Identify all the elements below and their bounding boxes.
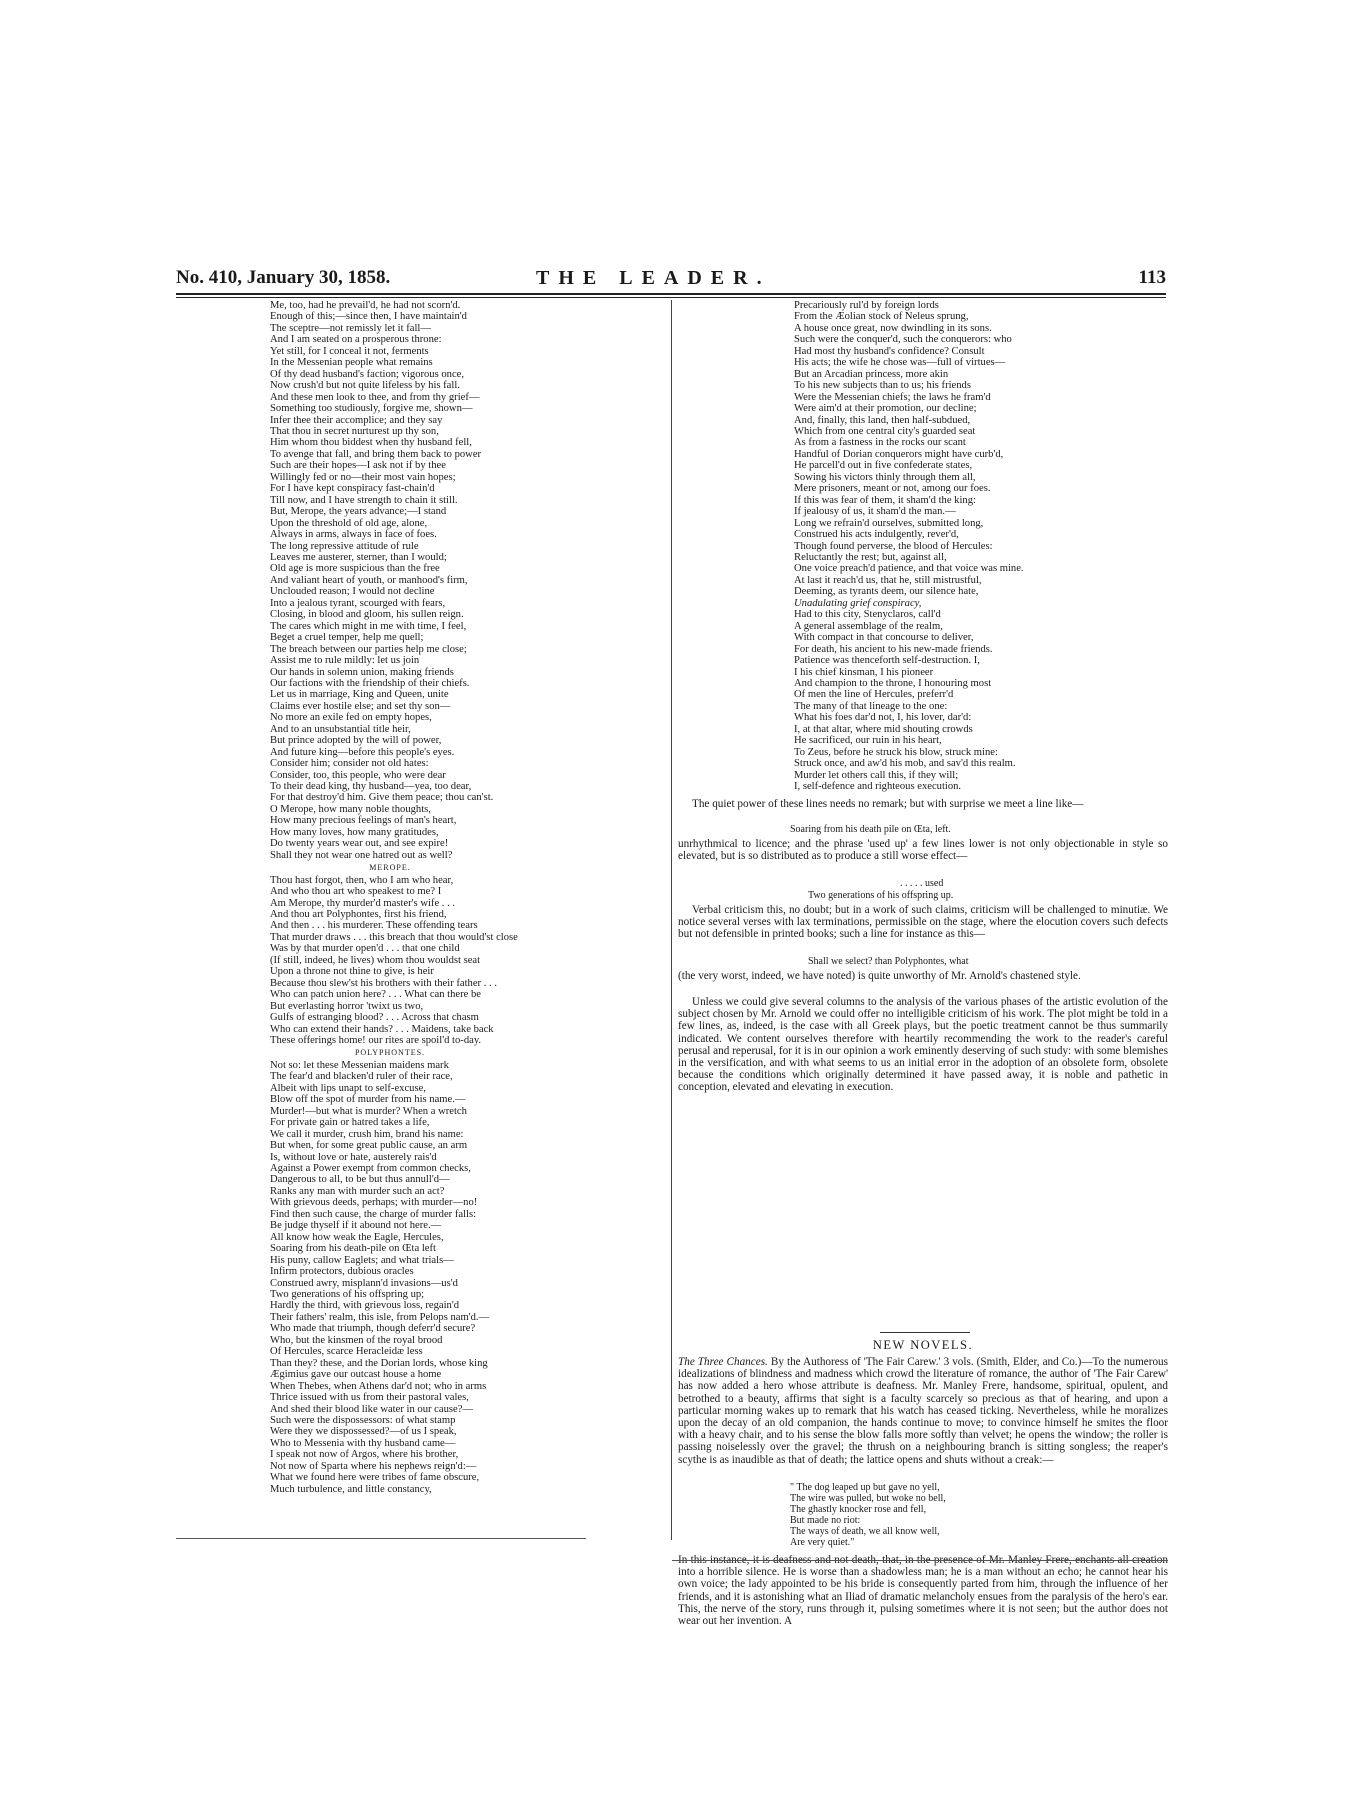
verse-line: In the Messenian people what remains bbox=[270, 357, 433, 369]
verse-line: How many precious feelings of man's heart, bbox=[270, 815, 457, 827]
speaker-merope: MEROPE. bbox=[369, 863, 411, 873]
verse-line: For death, his ancient to his new-made friends. bbox=[794, 643, 993, 655]
verse-line: O Merope, how many noble thoughts, bbox=[270, 803, 431, 815]
verse-line: Of Hercules, scarce Heracleidæ less bbox=[270, 1346, 423, 1358]
right-column-verse bbox=[794, 300, 1174, 792]
column-divider bbox=[671, 300, 672, 1540]
verse-line: Such were the dispossessors: of what stamp bbox=[270, 1414, 456, 1426]
quote-1: Soaring from his death pile on Œta, left. bbox=[790, 824, 951, 835]
verse-line: Upon a throne not thine to give, is heir bbox=[270, 966, 434, 978]
page-number: 113 bbox=[1138, 267, 1166, 288]
review-paragraph-3: Unless we could give several columns to the analysis of the various phases of the artistic evolution of the subject chosen by Mr. Arnold we could offer no intelligible criticism of his work. The plot might be told in a few lines, as, indeed, is the case with all Greek plays, but the poetic treatment cannot be thus summarily indicated. We content ourselves therefore with heartily recommending the work to the reader's careful perusal and reperusal, for it is in our opinion a work eminently deserving of such study: with some blemishes in the versification, and with what seems to us an initial error in the adoption of an obsolete form, obsolete because the conditions which originally determined it have passed away, it is noble and pathetic in conception, elevated and elevating in execution. bbox=[678, 996, 1168, 1094]
verse-line: Infirm protectors, dubious oracles bbox=[270, 1266, 414, 1278]
verse-line: Are very quiet." bbox=[790, 1537, 855, 1548]
verse-line: To his new subjects than to us; his friends bbox=[794, 380, 971, 392]
verse-line: The breach between our parties help me close; bbox=[270, 643, 467, 655]
verse-line: Murder let others call this, if they will; bbox=[794, 769, 959, 781]
verse-line: Unclouded reason; I would not decline bbox=[270, 586, 435, 598]
verse-block-b bbox=[270, 875, 665, 1047]
verse-line: Which from one central city's guarded seat bbox=[794, 425, 976, 437]
verse-line: When Thebes, when Athens dar'd not; who in arms bbox=[270, 1380, 487, 1392]
verse-line: Unadulating grief conspiracy, bbox=[794, 597, 922, 609]
verse-line: Consider him; consider not old hates: bbox=[270, 758, 429, 770]
section-rule bbox=[880, 1332, 970, 1333]
verse-line: The fear'd and blacken'd ruler of their race, bbox=[270, 1071, 453, 1083]
verse-line: Who can patch union here? . . . What can there be bbox=[270, 989, 481, 1001]
verse-line: Beget a cruel temper, help me quell; bbox=[270, 632, 424, 644]
verse-line: Construed his acts indulgently, rever'd, bbox=[794, 529, 959, 541]
verse-line: I, at that altar, where mid shouting crowds bbox=[794, 723, 973, 735]
verse-line: And champion to the throne, I honouring most bbox=[794, 677, 992, 689]
review-paragraph-2b: (the very worst, indeed, we have noted) is quite unworthy of Mr. Arnold's chastened style. bbox=[678, 970, 1081, 982]
verse-line: The many of that lineage to the one: bbox=[794, 700, 948, 712]
verse-line: Construed awry, misplann'd invasions—us'd bbox=[270, 1277, 458, 1289]
verse-line: Yet still, for I conceal it not, ferments bbox=[270, 345, 429, 357]
verse-line: These offerings home! our rites are spoil'd to-day. bbox=[270, 1035, 482, 1046]
verse-line: From the Æolian stock of Neleus sprung, bbox=[794, 311, 969, 323]
verse-line: Leaves me austerer, sterner, than I would; bbox=[270, 551, 447, 563]
verse-line: Their fathers' realm, this isle, from Pelops nam'd.— bbox=[270, 1311, 490, 1323]
verse-line: With compact in that concourse to deliver, bbox=[794, 632, 974, 644]
verse-line: Till now, and I have strength to chain it still. bbox=[270, 494, 458, 506]
verse-line: Though found perverse, the blood of Hercules: bbox=[794, 540, 993, 552]
verse-line: And future king—before this people's eyes. bbox=[270, 746, 455, 758]
verse-line: Find then such cause, the charge of murder falls: bbox=[270, 1208, 477, 1220]
verse-line: (If still, indeed, he lives) whom thou wouldst seat bbox=[270, 954, 481, 966]
verse-line: Shall they not wear one hatred out as well? bbox=[270, 849, 453, 861]
verse-line: Our hands in solemn union, making friends bbox=[270, 666, 454, 678]
verse-line: Hardly the third, with grievous loss, regain'd bbox=[270, 1300, 460, 1312]
verse-line: Something too studiously, forgive me, shown— bbox=[270, 403, 473, 415]
verse-line: " The dog leaped up but gave no yell, bbox=[790, 1482, 940, 1493]
novel-review-paragraph-1: The Three Chances. By the Authoress of 'The Fair Carew.' 3 vols. (Smith, Elder, and Co.)—To the numerous idealizations of blindness and madness which crowd the literature of romance, the author of 'The Fair Carew' has now added a hero whose attribute is deafness. Mr. Manley Frere, handsome, spiritual, opulent, and betrothed to a beauty, affirms that sight is a faculty scarcely so precious as that of hearing, and upon a particular morning wakes up to remark that his watch has ceased ticking. Nevertheless, while he moralizes upon the decay of an old companion, the hands continue to move; to convince himself he smites the floor with a heavy chair, and to his sense the blow falls more softly than velvet; he opens the window; the roller is passing noiselessly over the gravel; the thrush on a neighbouring branch is sitting songless; the reaper's scythe is as inaudible as that of death; the lattice opens and shuts without a creak:— bbox=[678, 1356, 1169, 1466]
verse-line: A general assemblage of the realm, bbox=[794, 620, 943, 632]
verse-line: Of men the line of Hercules, preferr'd bbox=[794, 689, 954, 701]
verse-line: Such are their hopes—I ask not if by thee bbox=[270, 460, 446, 472]
verse-line: Albeit with lips unapt to self-excuse, bbox=[270, 1082, 426, 1094]
verse-line: For private gain or hatred takes a life, bbox=[270, 1117, 430, 1129]
verse-line: But prince adopted by the will of power, bbox=[270, 735, 442, 747]
verse-line: Deeming, as tyrants deem, our silence hate, bbox=[794, 586, 979, 598]
verse-line: Who to Messenia with thy husband came— bbox=[270, 1437, 456, 1449]
verse-line: For I have kept conspiracy fast-chain'd bbox=[270, 483, 435, 495]
verse-line: And these men look to thee, and from thy grief— bbox=[270, 391, 480, 403]
verse-line: I, self-defence and righteous execution. bbox=[794, 781, 962, 793]
verse-line: One voice preach'd patience, and that voice was mine. bbox=[794, 563, 1024, 575]
novel-title: The Three Chances. bbox=[678, 1356, 768, 1368]
verse-line: As from a fastness in the rocks our scant bbox=[794, 437, 966, 449]
verse-line: To avenge that fall, and bring them back to power bbox=[270, 448, 482, 460]
verse-line: I speak not now of Argos, where his brother, bbox=[270, 1449, 459, 1461]
verse-line: Blow off the spot of murder from his name.— bbox=[270, 1094, 466, 1106]
verse-line: Not now of Sparta where his nephews reign'd:— bbox=[270, 1460, 477, 1472]
verse-line: Is, without love or hate, austerely rais'd bbox=[270, 1151, 437, 1163]
verse-line: With grievous deeds, perhaps; with murder—no! bbox=[270, 1197, 478, 1209]
strike-line-right bbox=[672, 1560, 1168, 1561]
verse-line: The wire was pulled, but woke no bell, bbox=[790, 1493, 946, 1504]
review-paragraph-1b: unrhythmical to licence; and the phrase 'used up' a few lines lower is not only objectionable in style so elevated, but is so distributed as to produce a still worse effect— bbox=[678, 838, 1168, 863]
verse-line: Let us in marriage, King and Queen, unite bbox=[270, 689, 449, 701]
verse-line: Two generations of his offspring up; bbox=[270, 1288, 425, 1300]
verse-line: At last it reach'd us, that he, still mistrustful, bbox=[794, 574, 982, 586]
section-heading: NEW NOVELS. bbox=[872, 1338, 974, 1352]
verse-line: Because thou slew'st his brothers with their father . . . bbox=[270, 977, 497, 989]
verse-line: For that destroy'd him. Give them peace; thou can'st. bbox=[270, 792, 494, 804]
verse-line: Were they we dispossessed?—of us I speak, bbox=[270, 1426, 457, 1438]
verse-block-right bbox=[794, 300, 1174, 792]
verse-line: And to an unsubstantial title heir, bbox=[270, 723, 411, 735]
masthead bbox=[176, 267, 1166, 293]
verse-line: Ægimius gave our outcast house a home bbox=[270, 1369, 442, 1381]
masthead-rule bbox=[176, 293, 1166, 295]
verse-line: Who can extend their hands? . . . Maidens, take back bbox=[270, 1023, 494, 1035]
verse-line: Now crush'd but not quite lifeless by his fall. bbox=[270, 380, 460, 392]
verse-line: If this was fear of them, it sham'd the king: bbox=[794, 494, 976, 506]
verse-line: The sceptre—not remissly let it fall— bbox=[270, 322, 431, 334]
verse-line: Consider, too, this people, who were dear bbox=[270, 769, 446, 781]
verse-line: Much turbulence, and little constancy, bbox=[270, 1483, 432, 1495]
verse-line: I his chief kinsman, I his pioneer bbox=[794, 666, 934, 678]
verse-line: Of thy dead husband's faction; vigorous once, bbox=[270, 368, 465, 380]
verse-line: Claims ever hostile else; and set thy son— bbox=[270, 700, 451, 712]
verse-line: Handful of Dorian conquerors might have curb'd, bbox=[794, 448, 1004, 460]
verse-line: Had most thy husband's confidence? Consult bbox=[794, 345, 985, 357]
verse-line: And, finally, this land, then half-subdued, bbox=[794, 414, 971, 426]
verse-line: Had to this city, Stenyclaros, call'd bbox=[794, 609, 941, 621]
verse-block-a bbox=[270, 300, 665, 861]
review-paragraph-1a: The quiet power of these lines needs no remark; but with surprise we meet a line like— bbox=[692, 798, 1084, 810]
verse-line: Our factions with the friendship of their chiefs. bbox=[270, 677, 470, 689]
verse-line: Enough of this;—since then, I have maintain'd bbox=[270, 311, 467, 323]
verse-line: No more an exile fed on empty hopes, bbox=[270, 712, 432, 724]
verse-line: Old age is more suspicious than the free bbox=[270, 563, 440, 575]
verse-line: But, Merope, the years advance;—I stand bbox=[270, 506, 447, 518]
masthead-rule-thin bbox=[176, 297, 1166, 298]
quote-2a: . . . . . used bbox=[900, 878, 944, 889]
verse-line: Ranks any man with murder such an act? bbox=[270, 1185, 445, 1197]
verse-line: To Zeus, before he struck his blow, struck mine: bbox=[794, 746, 998, 758]
verse-line: And then . . . his murderer. These offending tears bbox=[270, 920, 478, 932]
verse-line: Mere prisoners, meant or not, among our foes. bbox=[794, 483, 991, 495]
speaker-polyphontes: POLYPHONTES. bbox=[354, 1048, 426, 1058]
verse-line: Murder!—but what is murder? When a wretch bbox=[270, 1105, 467, 1117]
verse-line: Dangerous to all, to be but thus annull'd— bbox=[270, 1174, 450, 1186]
verse-line: Always in arms, always in face of foes. bbox=[270, 529, 437, 541]
verse-line: Such were the conquer'd, such the conquerors: who bbox=[794, 334, 1012, 346]
verse-line: The cares which might in me with time, I feel, bbox=[270, 620, 467, 632]
verse-line: But everlasting horror 'twixt us two, bbox=[270, 1000, 424, 1012]
verse-line: And who thou art who speakest to me? I bbox=[270, 886, 442, 898]
verse-line: To their dead king, thy husband—yea, too dear, bbox=[270, 781, 472, 793]
verse-line: Against a Power exempt from common checks, bbox=[270, 1162, 471, 1174]
verse-block-c bbox=[270, 1060, 665, 1495]
verse-line: The ghastly knocker rose and fell, bbox=[790, 1504, 927, 1515]
verse-line: He parcell'd out in five confederate states, bbox=[794, 460, 973, 472]
quote-2b: Two generations of his offspring up. bbox=[808, 890, 954, 901]
verse-line: What his foes dar'd not, I, his lover, dar'd: bbox=[794, 712, 972, 724]
verse-line: What we found here were tribes of fame obscure, bbox=[270, 1472, 480, 1484]
verse-line: But an Arcadian princess, more akin bbox=[794, 368, 949, 380]
novel-verse-quote bbox=[790, 1482, 946, 1548]
verse-line: Were the Messenian chiefs; the laws he fram'd bbox=[794, 391, 991, 403]
verse-line: Infer thee their accomplice; and they say bbox=[270, 414, 443, 426]
strike-line-left bbox=[176, 1538, 586, 1539]
issue-date: No. 410, January 30, 1858. bbox=[176, 267, 391, 288]
verse-line: And valiant heart of youth, or manhood's firm, bbox=[270, 574, 468, 586]
verse-line: Assist me to rule mildly: let us join bbox=[270, 655, 420, 667]
verse-line: Closing, in blood and gloom, his sullen reign. bbox=[270, 609, 464, 621]
review-paragraph-2: Verbal criticism this, no doubt; but in a work of such claims, criticism will be challenged to minutiæ. We notice several verses with lax terminations, permissible on the stage, where the elocution covers such defects but not defensible in printed books; such a line for instance as this— bbox=[678, 904, 1168, 941]
verse-line: Who made that triumph, though deferr'd secure? bbox=[270, 1323, 476, 1335]
verse-line: Soaring from his death-pile on Œta left bbox=[270, 1243, 436, 1255]
verse-line: Sowing his victors thinly through them all, bbox=[794, 471, 976, 483]
verse-line: And thou art Polyphontes, first his friend, bbox=[270, 909, 447, 921]
verse-line: Not so: let these Messenian maidens mark bbox=[270, 1059, 449, 1071]
verse-line: But made no riot: bbox=[790, 1515, 861, 1526]
verse-line: The ways of death, we all know well, bbox=[790, 1526, 940, 1537]
verse-line: He sacrificed, our ruin in his heart, bbox=[794, 735, 942, 747]
verse-line: That thou in secret nurturest up thy son, bbox=[270, 425, 439, 437]
verse-line: A house once great, now dwindling in its sons. bbox=[794, 322, 992, 334]
newspaper-title: THE LEADER. bbox=[536, 267, 771, 289]
verse-line: Struck once, and aw'd his mob, and sav'd this realm. bbox=[794, 758, 1016, 770]
verse-line: His acts; the wife he chose was—full of virtues— bbox=[794, 357, 1006, 369]
quote-3: Shall we select? than Polyphontes, what bbox=[808, 956, 969, 967]
verse-line: Precariously rul'd by foreign lords bbox=[794, 300, 939, 311]
verse-line: That murder draws . . . this breach that thou would'st close bbox=[270, 931, 518, 943]
verse-line: Be judge thyself if it abound not here.— bbox=[270, 1220, 442, 1232]
verse-line: Am Merope, thy murder'd master's wife . . . bbox=[270, 897, 456, 909]
verse-line: Who, but the kinsmen of the royal brood bbox=[270, 1334, 443, 1346]
verse-line: Willingly fed or no—their most vain hopes; bbox=[270, 471, 456, 483]
verse-line: How many loves, how many gratitudes, bbox=[270, 826, 439, 838]
verse-line: If jealousy of us, it sham'd the man.— bbox=[794, 506, 956, 518]
novel-review-paragraph-2: In this instance, it is deafness and not death, that, in the presence of Mr. Manley Frere, enchants all creation into a horrible silence. He is worse than a shadowless man; he is a man without an echo; he cannot hear his own voice; the lady appointed to be his bride is consequently parted from him, through the influence of her friends, and it is astonishing what an Iliad of dramatic melancholy ensues from the paralysis of the hero's ear. This, the nerve of the story, runs through it, pulsing sometimes where it is not seen; but the author does not wear out her invention. A bbox=[678, 1554, 1168, 1628]
verse-line: Him whom thou biddest when thy husband fell, bbox=[270, 437, 472, 449]
verse-line: Do twenty years wear out, and see expire! bbox=[270, 838, 449, 850]
verse-line: Were aim'd at their promotion, our decline; bbox=[794, 403, 977, 415]
verse-line: Into a jealous tyrant, scourged with fears, bbox=[270, 597, 446, 609]
verse-line: Reluctantly the rest; but, against all, bbox=[794, 551, 947, 563]
verse-line: Upon the threshold of old age, alone, bbox=[270, 517, 428, 529]
verse-line: Thrice issued with us from their pastoral vales, bbox=[270, 1392, 469, 1404]
verse-line: Thou hast forgot, then, who I am who hear, bbox=[270, 874, 454, 886]
verse-line: Gulfs of estranging blood? . . . Across that chasm bbox=[270, 1012, 479, 1024]
verse-line: But when, for some great public cause, an arm bbox=[270, 1140, 468, 1152]
verse-line: Long we refrain'd ourselves, submitted long, bbox=[794, 517, 984, 529]
left-column-verse bbox=[270, 300, 665, 1495]
verse-line: We call it murder, crush him, brand his name: bbox=[270, 1128, 464, 1140]
verse-line: Patience was thenceforth self-destruction. I, bbox=[794, 655, 980, 667]
verse-line: The long repressive attitude of rule bbox=[270, 540, 419, 552]
verse-line: And I am seated on a prosperous throne: bbox=[270, 334, 442, 346]
verse-line: Than they? these, and the Dorian lords, whose king bbox=[270, 1357, 488, 1369]
verse-line: Was by that murder open'd . . . that one child bbox=[270, 943, 460, 955]
verse-line: Me, too, had he prevail'd, he had not scorn'd. bbox=[270, 300, 461, 311]
verse-line: His puny, callow Eaglets; and what trials— bbox=[270, 1254, 454, 1266]
verse-line: All know how weak the Eagle, Hercules, bbox=[270, 1231, 444, 1243]
verse-line: And shed their blood like water in our cause?— bbox=[270, 1403, 473, 1415]
